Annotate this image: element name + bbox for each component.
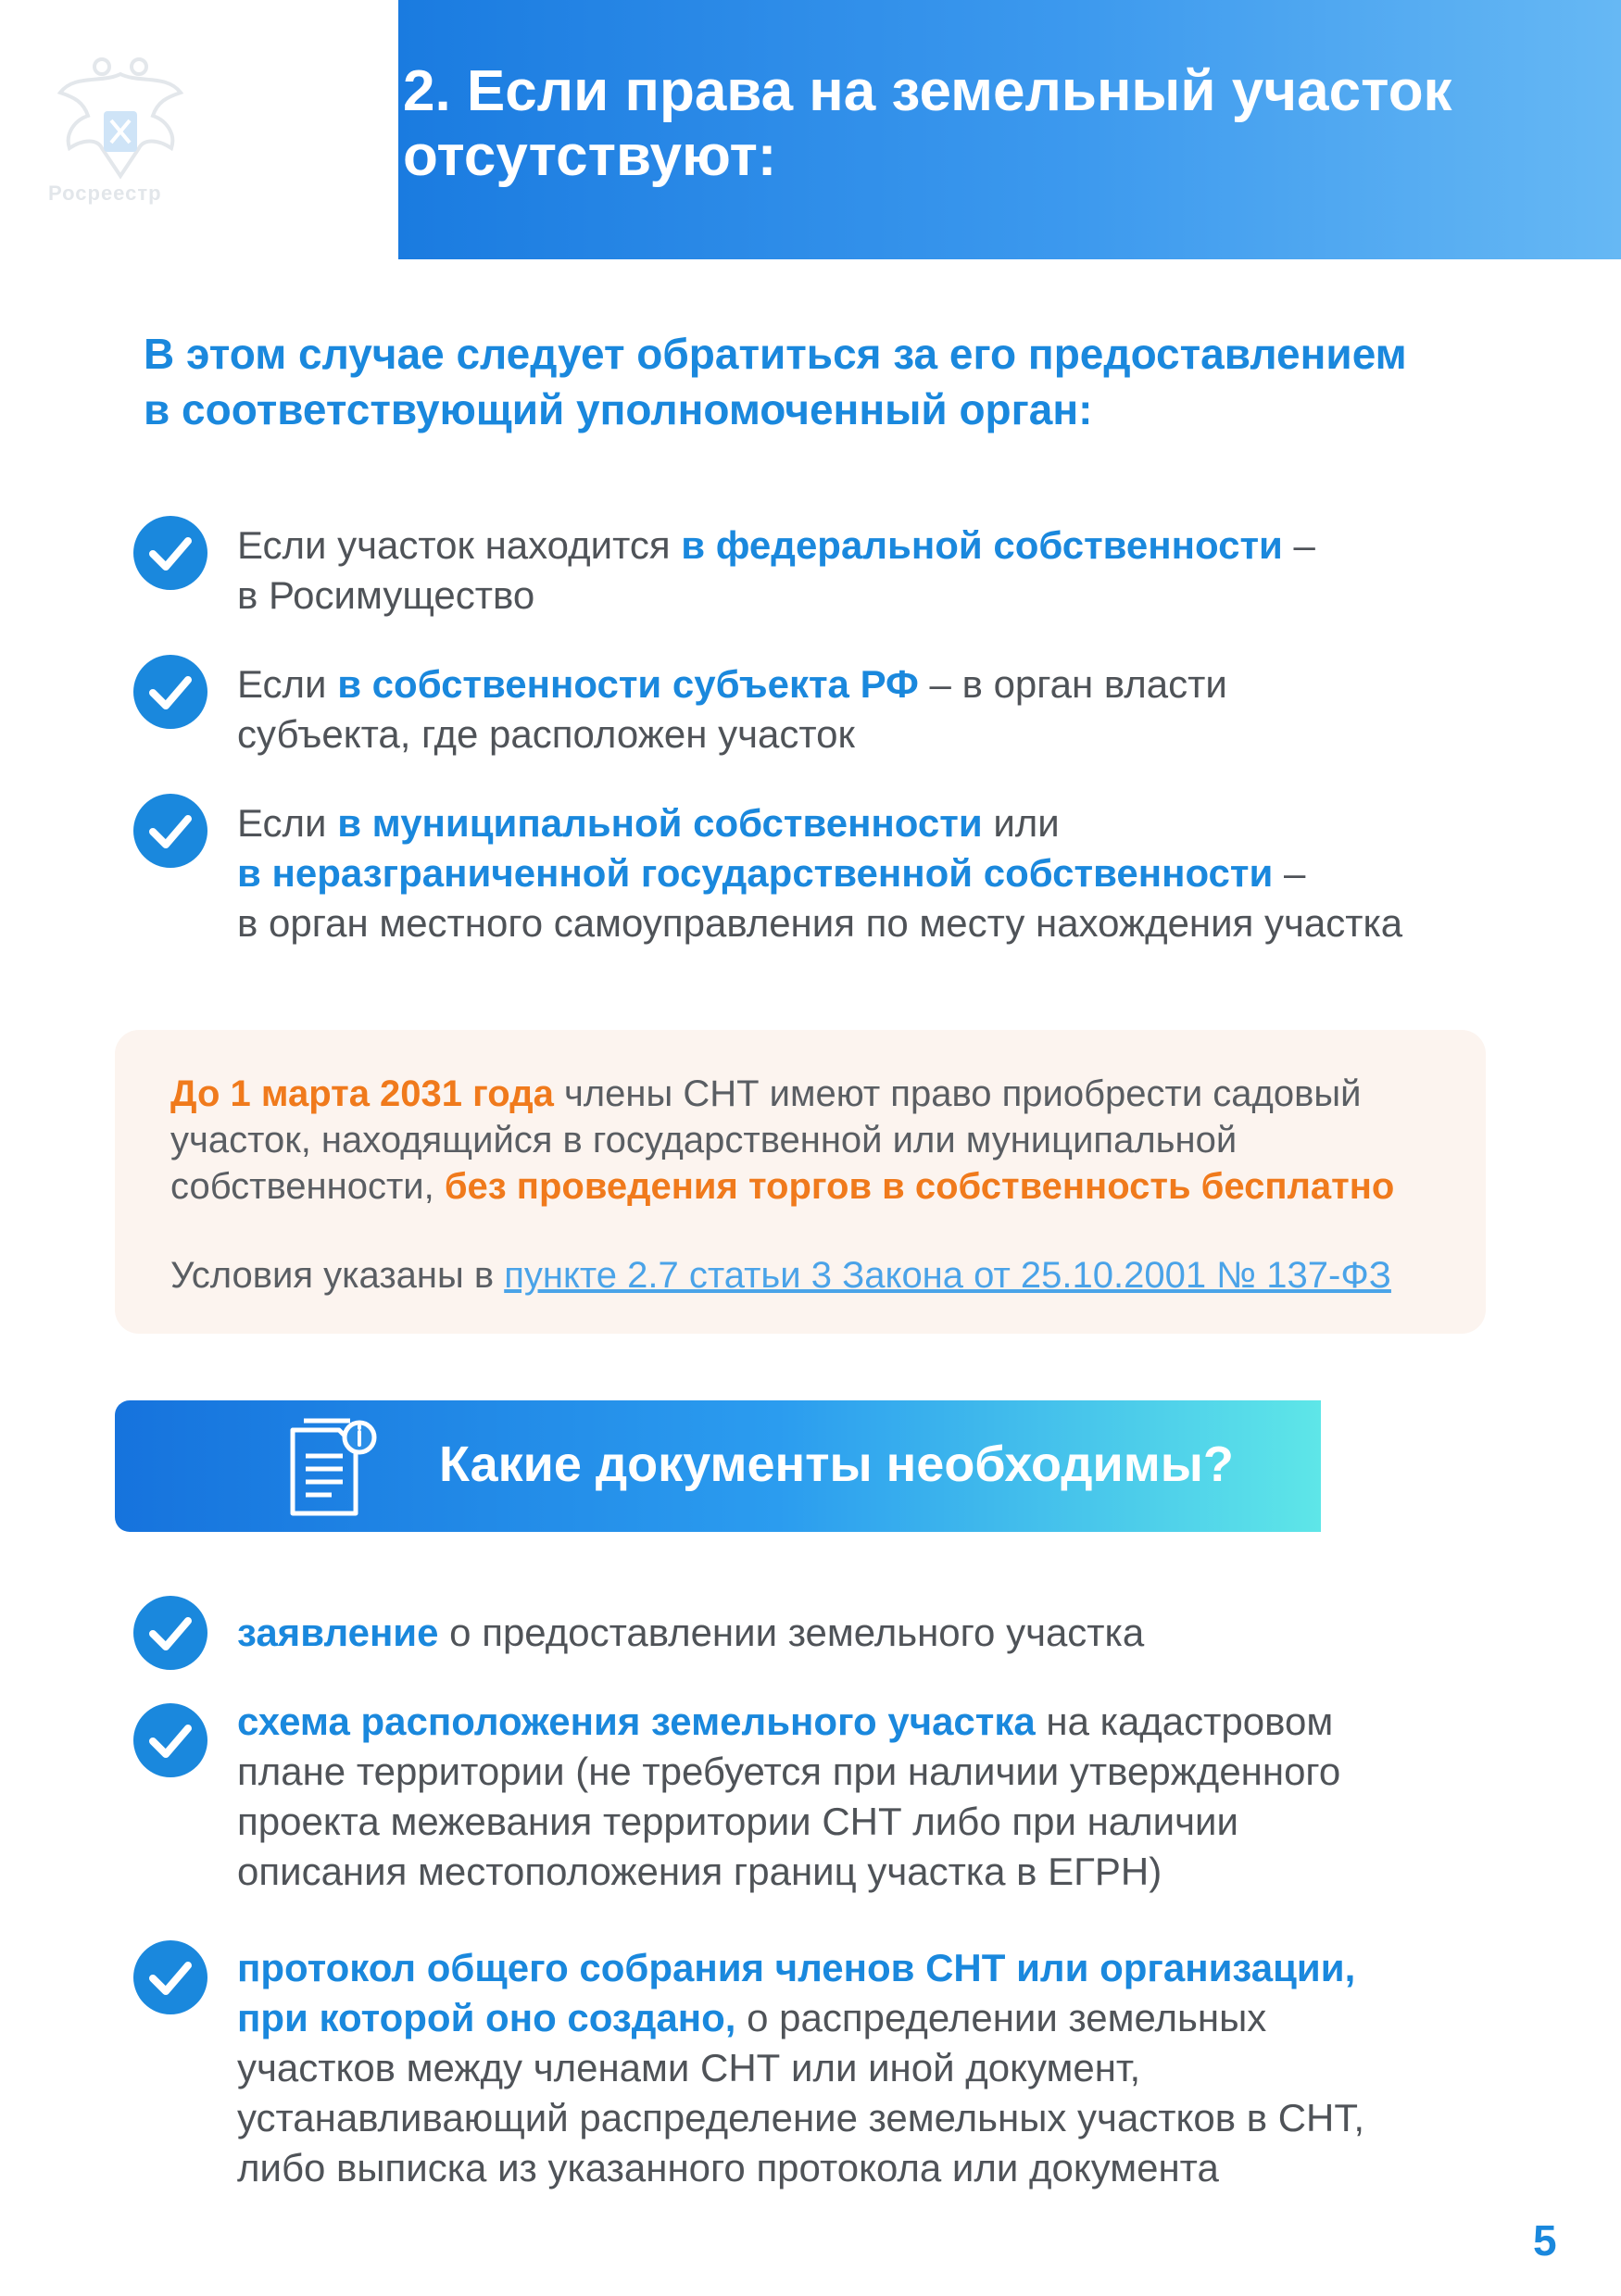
notice-conditions	[170, 1252, 1467, 1299]
text-part: Условия указаны в	[170, 1255, 505, 1296]
notice-box	[115, 1030, 1486, 1334]
documents-banner	[115, 1400, 1321, 1532]
notice-text	[170, 1071, 1467, 1210]
text-part: о предоставлении земельного участка	[438, 1611, 1145, 1654]
header-title-clip	[0, 0, 1621, 259]
text-part: –	[1273, 851, 1306, 895]
highlight-text: в муниципальной собственности	[337, 801, 983, 845]
list-item-text	[237, 1608, 1562, 1658]
page-title-line2: отсутствуют:	[403, 124, 777, 188]
page-title	[403, 59, 1607, 189]
text-part: или	[982, 801, 1060, 845]
checkmark-icon	[132, 515, 208, 591]
text-part: участков между членами СНТ или иной документ,	[237, 2046, 1141, 2089]
documents-title: Какие документы необходимы?	[439, 1437, 1234, 1492]
law-link[interactable]: пункте 2.7 статьи 3 Закона от 25.10.2001 № 137-ФЗ	[504, 1255, 1391, 1296]
highlight-text: в собственности субъекта РФ	[337, 662, 919, 706]
notice-highlight: без проведения торгов в собственность бесплатно	[444, 1166, 1395, 1207]
text-part: субъекта, где расположен участок	[237, 712, 855, 756]
text-part: члены СНТ имеют право приобрести садовый	[553, 1073, 1362, 1114]
notice-highlight: До 1 марта 2031 года	[170, 1073, 554, 1114]
text-part: в орган местного самоуправления по месту нахождения участка	[237, 901, 1403, 945]
list-item-text	[237, 1697, 1562, 1897]
text-part: либо выписка из указанного протокола или документа	[237, 2146, 1219, 2189]
logo-text: Росреестр	[48, 182, 162, 205]
intro-heading	[144, 326, 1533, 437]
highlight-text: в федеральной собственности	[681, 523, 1283, 567]
list-item-text	[237, 659, 1562, 759]
text-part: –	[1282, 523, 1315, 567]
text-part: в Росимущество	[237, 573, 535, 617]
text-part: Если участок находится	[237, 523, 682, 567]
text-part: плане территории (не требуется при наличии утвержденного	[237, 1750, 1341, 1793]
list-item-text	[237, 1943, 1562, 2193]
checkmark-icon	[132, 1702, 208, 1778]
text-part: Если	[237, 662, 338, 706]
page-number: 5	[1533, 2216, 1557, 2265]
list-item-text	[237, 798, 1562, 948]
highlight-text: при которой оно создано,	[237, 1996, 736, 2039]
highlight-text: схема расположения земельного участка	[237, 1700, 1036, 1743]
text-part: – в орган власти	[918, 662, 1227, 706]
page-title-line1: 2. Если права на земельный участок	[403, 59, 1452, 123]
text-part: на кадастровом	[1035, 1700, 1334, 1743]
text-part: участок, находящийся в государственной или муниципальной	[170, 1120, 1238, 1161]
text-part: собственности,	[170, 1166, 445, 1207]
text-part: проекта межевания территории СНТ либо при наличии	[237, 1800, 1238, 1843]
document-info-icon	[282, 1413, 383, 1523]
checkmark-icon	[132, 654, 208, 730]
checkmark-icon	[132, 1595, 208, 1671]
text-part: Если	[237, 801, 338, 845]
highlight-text: в неразграниченной государственной собственности	[237, 851, 1274, 895]
text-part: о распределении земельных	[735, 1996, 1267, 2039]
text-part: описания местоположения границ участка в ЕГРН)	[237, 1850, 1162, 1893]
list-item-text	[237, 521, 1562, 621]
checkmark-icon	[132, 1939, 208, 2015]
intro-line2: в соответствующий уполномоченный орган:	[144, 385, 1093, 433]
text-part: устанавливающий распределение земельных участков в СНТ,	[237, 2096, 1365, 2139]
highlight-text: протокол общего собрания членов СНТ или организации,	[237, 1946, 1356, 1989]
checkmark-icon	[132, 793, 208, 869]
highlight-text: заявление	[237, 1611, 439, 1654]
intro-line1: В этом случае следует обратиться за его предоставлением	[144, 330, 1407, 378]
